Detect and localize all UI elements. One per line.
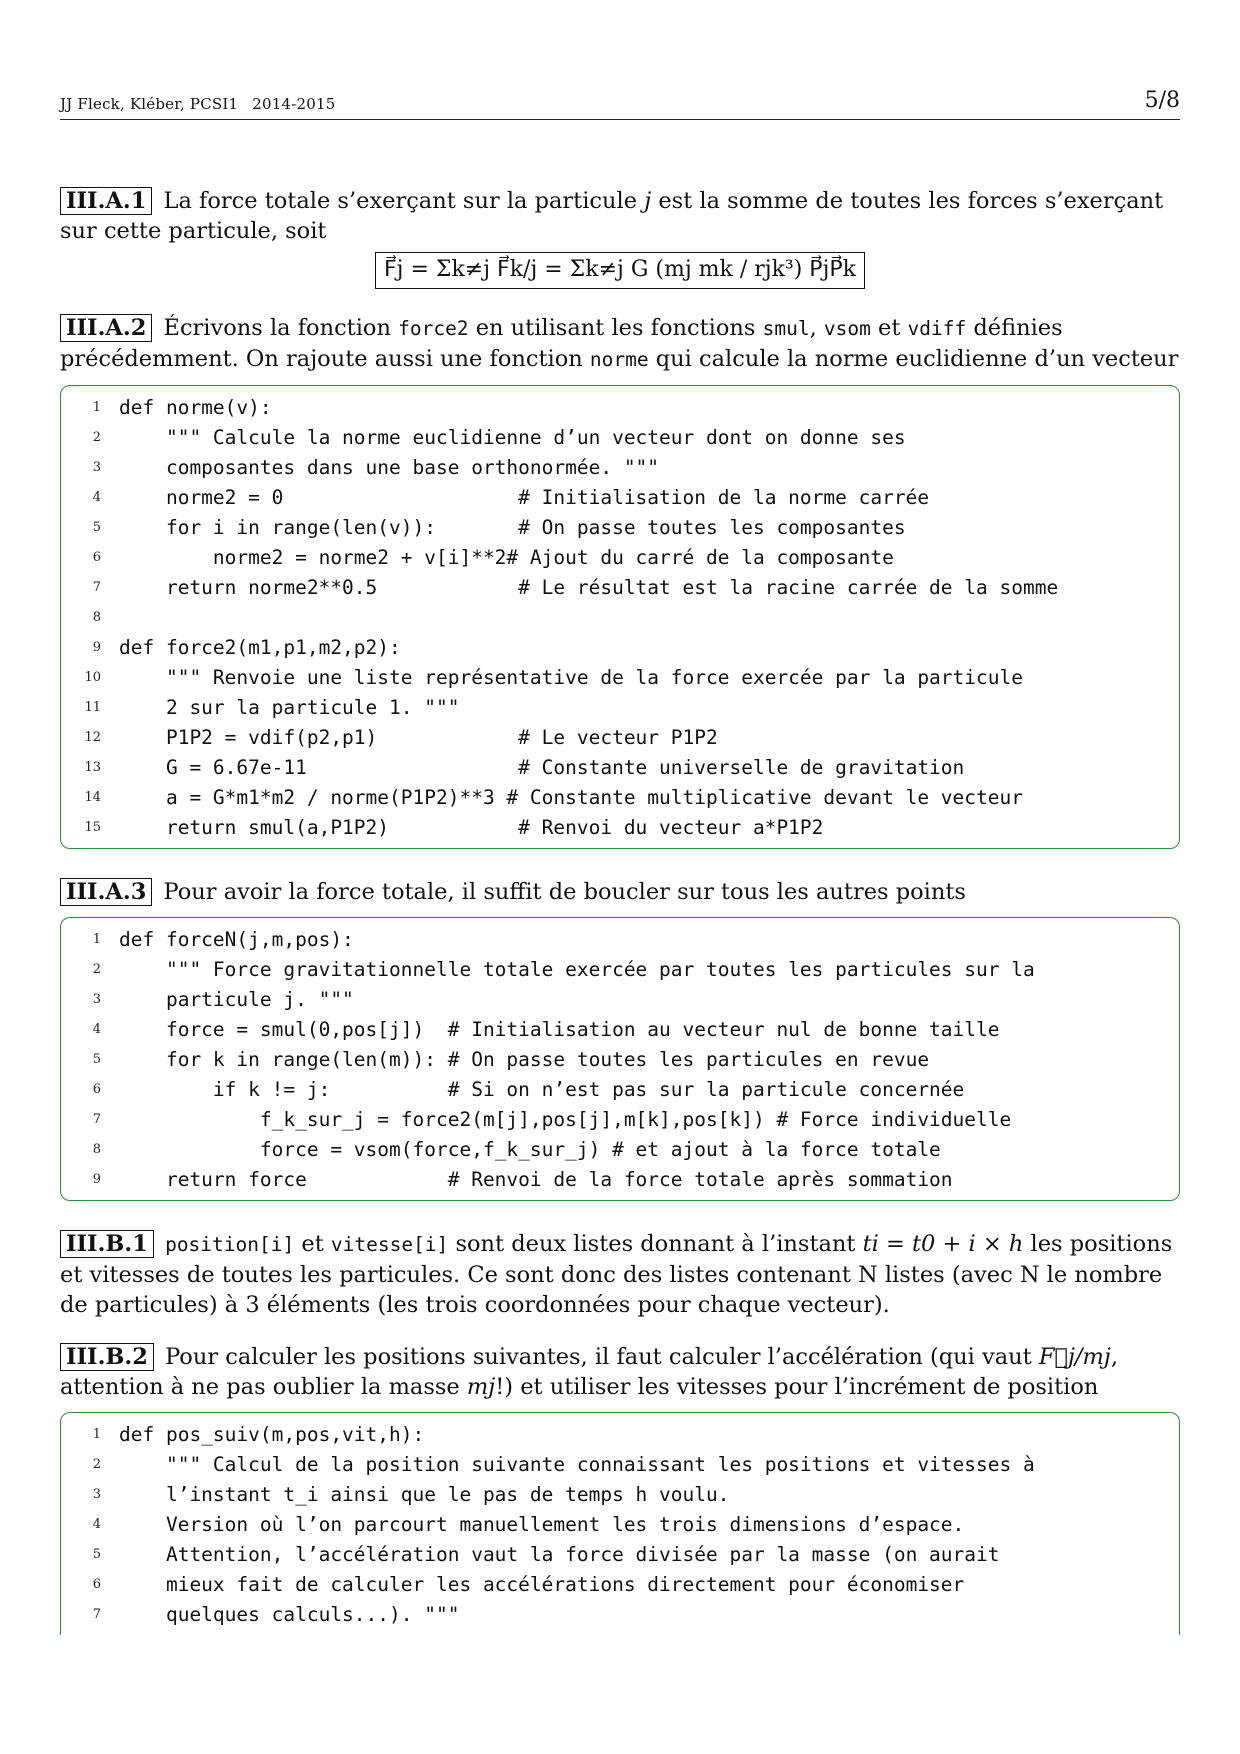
code-line	[61, 602, 1169, 632]
line-number: 3	[92, 1486, 101, 1502]
q4-text-a: et	[301, 1231, 324, 1257]
code-text: def pos_suiv(m,pos,vit,h):	[119, 1422, 425, 1446]
line-number: 8	[92, 1141, 101, 1157]
line-number: 5	[92, 1051, 101, 1067]
code-line	[61, 512, 1169, 542]
question-label: III.A.3	[60, 878, 152, 906]
line-number: 6	[92, 1576, 101, 1592]
formula-container	[60, 252, 1180, 289]
code-listing-norme-force2	[60, 385, 1180, 849]
code-line	[61, 1074, 1169, 1104]
code-line	[61, 752, 1169, 782]
question-III-B-1	[60, 1229, 1180, 1320]
question-III-A-2	[60, 313, 1180, 375]
line-number: 3	[92, 991, 101, 1007]
code-text: """ Calcul de la position suivante connaissant les positions et vitesses à	[119, 1452, 1035, 1476]
code-line	[61, 984, 1169, 1014]
line-number: 8	[92, 609, 101, 625]
code-text: for k in range(len(m)): # On passe toutes les particules en revue	[119, 1047, 930, 1071]
code-text: quelques calculs...). """	[119, 1602, 460, 1626]
q4-text-c: les positions et vitesses de toutes les particules. Ce sont donc des listes contenant N listes (avec N le nombre de particules) à 3 éléments (les trois coordonnées pour chaque vecteur).	[60, 1231, 1173, 1318]
question-label: III.A.1	[60, 187, 152, 215]
code-text: for i in range(len(v)): # On passe toutes les composantes	[119, 515, 906, 539]
line-number: 12	[84, 729, 101, 745]
line-number: 6	[92, 1081, 101, 1097]
line-number: 1	[92, 1426, 101, 1442]
code-line	[61, 1104, 1169, 1134]
line-number: 3	[92, 459, 101, 475]
code-line	[61, 924, 1169, 954]
code-text: def norme(v):	[119, 395, 272, 419]
code-text: force = vsom(force,f_k_sur_j) # et ajout à la force totale	[119, 1137, 941, 1161]
code-listing-forceN	[60, 917, 1180, 1201]
line-number: 7	[92, 1111, 101, 1127]
code-line	[61, 572, 1169, 602]
code-text: particule j. """	[119, 987, 354, 1011]
code-text: Attention, l’accélération vaut la force divisée par la masse (on aurait	[119, 1542, 1000, 1566]
code-text: return smul(a,P1P2) # Renvoi du vecteur a*P1P2	[119, 815, 824, 839]
line-number: 2	[92, 1456, 101, 1472]
code-line	[61, 422, 1169, 452]
code-line	[61, 452, 1169, 482]
q5-text-c: !) et utiliser les vitesses pour l’incrément de position	[495, 1374, 1099, 1400]
q1-var-j: j	[644, 188, 652, 214]
code-line	[61, 632, 1169, 662]
code-line	[61, 1449, 1169, 1479]
line-number: 13	[84, 759, 101, 775]
line-number: 5	[92, 519, 101, 535]
line-number: 5	[92, 1546, 101, 1562]
code-text: """ Calcule la norme euclidienne d’un vecteur dont on donne ses	[119, 425, 906, 449]
line-number: 7	[92, 579, 101, 595]
header-year: 2014-2015	[252, 95, 336, 113]
q2-sep: ,	[809, 315, 817, 341]
line-number: 2	[92, 961, 101, 977]
code-line	[61, 954, 1169, 984]
q4-vitesse-code: vitesse[i]	[330, 1233, 449, 1256]
code-line	[61, 1134, 1169, 1164]
code-text: """ Force gravitationnelle totale exercée par toutes les particules sur la	[119, 957, 1035, 981]
question-III-A-3	[60, 877, 1180, 907]
q4-math-time: ti = t0 + i × h	[862, 1231, 1024, 1257]
q3-text: Pour avoir la force totale, il suffit de boucler sur tous les autres points	[163, 879, 966, 905]
code-text: norme2 = 0 # Initialisation de la norme carrée	[119, 485, 930, 509]
code-line	[61, 1539, 1169, 1569]
line-number: 9	[92, 1171, 101, 1187]
question-III-A-1	[60, 186, 1180, 246]
q5-text-a: Pour calculer les positions suivantes, il faut calculer l’accélération (qui vaut	[165, 1344, 1032, 1370]
code-text: G = 6.67e-11 # Constante universelle de gravitation	[119, 755, 965, 779]
code-text: 2 sur la particule 1. """	[119, 695, 460, 719]
code-text: if k != j: # Si on n’est pas sur la particule concernée	[119, 1077, 965, 1101]
code-line	[61, 1569, 1169, 1599]
line-number: 9	[92, 639, 101, 655]
line-number: 4	[92, 1516, 101, 1532]
code-line	[61, 1419, 1169, 1449]
q2-fn-smul: smul	[762, 317, 810, 340]
q2-text-d: définies précédemment. On rajoute aussi une fonction	[60, 315, 1063, 372]
q1-text-1: La force totale s’exerçant sur la particule	[163, 188, 638, 214]
code-line	[61, 482, 1169, 512]
code-text: f_k_sur_j = force2(m[j],pos[j],m[k],pos[k]) # Force individuelle	[119, 1107, 1012, 1131]
line-number: 7	[92, 1606, 101, 1622]
question-III-B-2	[60, 1342, 1180, 1402]
header-left	[60, 95, 335, 113]
q5-text-b: , attention à ne pas oublier la masse	[60, 1344, 1118, 1400]
question-label: III.B.1	[60, 1230, 154, 1258]
q2-text-a: Écrivons la fonction	[163, 315, 391, 341]
code-line	[61, 1014, 1169, 1044]
code-line	[61, 782, 1169, 812]
code-line	[61, 662, 1169, 692]
code-text: mieux fait de calculer les accélérations directement pour économiser	[119, 1572, 965, 1596]
code-text: l’instant t_i ainsi que le pas de temps h voulu.	[119, 1482, 730, 1506]
code-text: return force # Renvoi de la force totale après sommation	[119, 1167, 953, 1191]
q1-text-2: est la somme de toutes les forces s’exerçant sur cette particule, soit	[60, 188, 1164, 244]
line-number: 10	[84, 669, 101, 685]
question-label: III.A.2	[60, 314, 152, 342]
code-text: Version où l’on parcourt manuellement les trois dimensions d’espace.	[119, 1512, 965, 1536]
code-line	[61, 1479, 1169, 1509]
q4-position-code: position[i]	[165, 1233, 295, 1256]
q2-fn-vsom: vsom	[823, 317, 871, 340]
line-number: 2	[92, 429, 101, 445]
q2-text-b: en utilisant les fonctions	[475, 315, 756, 341]
line-number: 11	[84, 699, 101, 715]
code-text: def force2(m1,p1,m2,p2):	[119, 635, 401, 659]
code-text: return norme2**0.5 # Le résultat est la racine carrée de la somme	[119, 575, 1059, 599]
line-number: 14	[84, 789, 101, 805]
q2-fn-force2: force2	[398, 317, 469, 340]
q4-text-b: sont deux listes donnant à l’instant	[455, 1231, 856, 1257]
line-number: 6	[92, 549, 101, 565]
code-text: force = smul(0,pos[j]) # Initialisation au vecteur nul de bonne taille	[119, 1017, 1000, 1041]
code-line	[61, 392, 1169, 422]
code-listing-pos-suiv	[60, 1412, 1180, 1635]
code-line	[61, 1599, 1169, 1629]
code-text: a = G*m1*m2 / norme(P1P2)**3 # Constante multiplicative devant le vecteur	[119, 785, 1023, 809]
page-number: 5/8	[1144, 88, 1180, 113]
q2-text-c: et	[878, 315, 901, 341]
q5-math-accel: F⃗j/mj	[1038, 1344, 1111, 1370]
code-text: composantes dans une base orthonormée. """	[119, 455, 660, 479]
line-number: 15	[84, 819, 101, 835]
q2-fn-norme: norme	[589, 348, 649, 371]
q2-text-e: qui calcule la norme euclidienne d’un vecteur	[655, 346, 1179, 372]
line-number: 4	[92, 1021, 101, 1037]
page-content	[60, 186, 1180, 1663]
question-label: III.B.2	[60, 1343, 154, 1371]
code-line	[61, 722, 1169, 752]
code-line	[61, 1044, 1169, 1074]
line-number: 4	[92, 489, 101, 505]
code-text: """ Renvoie une liste représentative de la force exercée par la particule	[119, 665, 1023, 689]
header-author: JJ Fleck, Kléber, PCSI1	[60, 95, 239, 113]
code-line	[61, 1164, 1169, 1194]
code-text: def forceN(j,m,pos):	[119, 927, 354, 951]
code-text: P1P2 = vdif(p2,p1) # Le vecteur P1P2	[119, 725, 718, 749]
code-line	[61, 812, 1169, 842]
code-text: norme2 = norme2 + v[i]**2# Ajout du carré de la composante	[119, 545, 894, 569]
code-line	[61, 692, 1169, 722]
code-line	[61, 542, 1169, 572]
page-header	[60, 88, 1180, 120]
force-sum-formula: F⃗j = Σk≠j F⃗k/j = Σk≠j G (mj mk / rjk³) P⃗jP⃗k	[375, 252, 865, 289]
q2-fn-vdiff: vdiff	[907, 317, 967, 340]
q5-math-mass: mj	[466, 1374, 496, 1400]
line-number: 1	[92, 399, 101, 415]
line-number: 1	[92, 931, 101, 947]
code-line	[61, 1509, 1169, 1539]
